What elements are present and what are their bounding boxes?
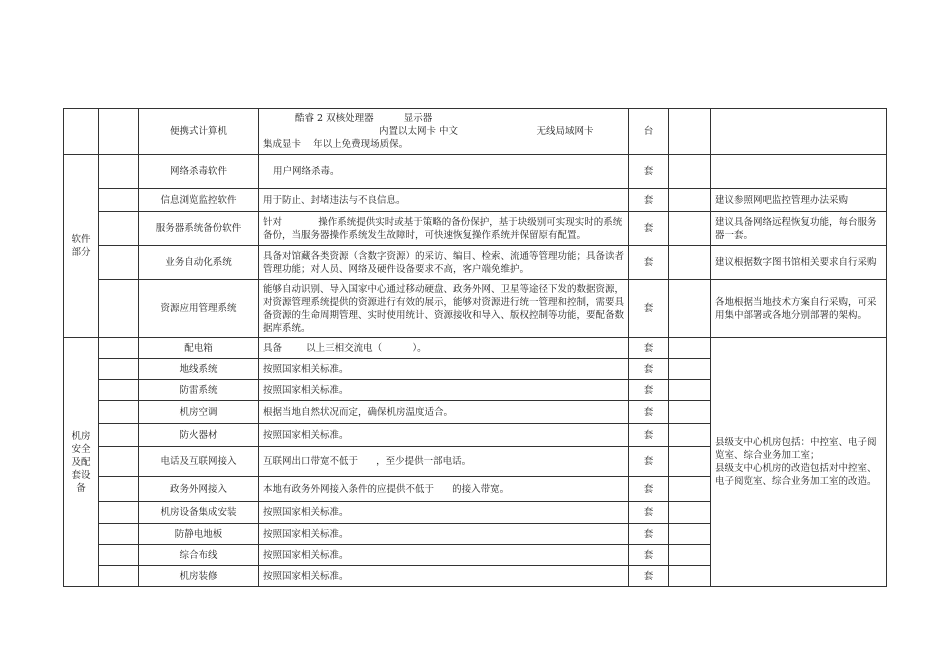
item-name: 配电箱 [139,338,259,359]
empty-cell [669,447,711,477]
item-unit: 套 [629,212,669,246]
item-desc: 根据当地自然状况而定，确保机房温度适合。 [259,401,629,424]
category-label: 及配 [71,456,91,468]
empty-cell [99,477,139,502]
empty-cell [99,359,139,380]
category-label: 安全 [71,443,91,455]
item-unit: 套 [629,502,669,524]
category-machine-room [64,338,99,587]
category-label: 备 [76,482,86,494]
item-unit: 台 [629,109,669,155]
empty-cell [669,524,711,545]
empty-cell [669,189,711,212]
empty-cell [99,447,139,477]
table-row [64,280,887,338]
item-name: 机房设备集成安装 [139,502,259,524]
table-row [64,246,887,280]
item-desc: 能够自动识别、导入国家中心通过移动硬盘、政务外网、卫星等途径下发的数据资源，对资源管理系统提供的资源进行有效的展示，能够对资源进行统一管理和控制，需要具备资源的生命周期管理、实时使用统计、资源接收和导入、版权控制等功能，要配备数据库系统。 [259,280,629,338]
category-software [64,155,99,338]
empty-cell [99,502,139,524]
category-label: 部分 [71,247,91,258]
item-unit: 套 [629,380,669,401]
empty-cell [669,359,711,380]
empty-cell [99,424,139,447]
category-label: 机房 [71,430,91,442]
item-name: 综合布线 [139,545,259,566]
empty-cell [99,380,139,401]
empty-cell [99,524,139,545]
item-unit: 套 [629,524,669,545]
item-name: 防火器材 [139,424,259,447]
item-desc: 具备对馆藏各类资源（含数字资源）的采访、编目、检索、流通等管理功能；具备读者管理功能；对人员、网络及硬件设备要求不高，客户端免维护。 [259,246,629,280]
item-desc: 按照国家相关标准。 [259,359,629,380]
empty-cell [669,155,711,189]
item-name: 便携式计算机 [139,109,259,155]
desc-line: 酷睿 2 双核处理器 显示器 [295,113,433,124]
table-row [64,212,887,246]
empty-cell [99,545,139,566]
item-desc: 互联网出口带宽不低于 ，至少提供一部电话。 [259,447,629,477]
empty-cell [99,189,139,212]
item-note: 各地根据当地技术方案自行采购，可采用集中部署或各地分别部署的架构。 [711,280,887,338]
empty-cell [64,109,99,155]
item-name: 电话及互联网接入 [139,447,259,477]
item-desc: 按照国家相关标准。 [259,524,629,545]
empty-cell [669,212,711,246]
item-unit: 套 [629,338,669,359]
equipment-spec-table [63,108,887,587]
empty-cell [669,545,711,566]
desc-line: 内置以太网卡 中文 无线局域网卡 [379,126,594,137]
empty-cell [669,280,711,338]
item-unit: 套 [629,401,669,424]
item-desc: 按照国家相关标准。 [259,380,629,401]
item-note: 建议具备网络远程恢复功能，每台服务器一套。 [711,212,887,246]
empty-cell [669,338,711,359]
table-row [64,189,887,212]
empty-cell [669,502,711,524]
item-name: 机房装修 [139,566,259,587]
empty-cell [669,380,711,401]
item-name: 机房空调 [139,401,259,424]
item-desc: 针对 操作系统提供实时或基于策略的备份保护，基于块级别可实现实时的系统备份，当服务器操作系统发生故障时，可快速恢复操作系统并保留原有配置。 [259,212,629,246]
empty-cell [99,109,139,155]
item-name: 防静电地板 [139,524,259,545]
empty-cell [99,280,139,338]
table-row [64,338,887,359]
table-row [64,155,887,189]
item-unit: 套 [629,280,669,338]
empty-cell [99,566,139,587]
empty-cell [99,246,139,280]
item-name: 服务器系统备份软件 [139,212,259,246]
item-note: 建议根据数字图书馆相关要求自行采购 [711,246,887,280]
item-name: 业务自动化系统 [139,246,259,280]
item-name: 政务外网接入 [139,477,259,502]
item-unit: 套 [629,477,669,502]
item-name: 网络杀毒软件 [139,155,259,189]
item-unit: 套 [629,447,669,477]
item-name: 防雷系统 [139,380,259,401]
empty-cell [669,401,711,424]
item-unit: 套 [629,545,669,566]
item-desc: 本地有政务外网接入条件的应提供不低于 的接入带宽。 [259,477,629,502]
category-label: 软件 [71,234,91,245]
item-unit: 套 [629,359,669,380]
item-desc: 具备 以上三相交流电（ ）。 [259,338,629,359]
empty-cell [99,155,139,189]
empty-cell [99,212,139,246]
desc-line: 集成显卡 年以上免费现场质保。 [263,139,409,150]
item-note [711,155,887,189]
item-desc: 按照国家相关标准。 [259,502,629,524]
item-unit: 套 [629,424,669,447]
empty-cell [99,338,139,359]
empty-cell [669,109,711,155]
empty-cell [711,109,887,155]
item-desc: 按照国家相关标准。 [259,545,629,566]
item-note: 建议参照网吧监控管理办法采购 [711,189,887,212]
item-desc: 按照国家相关标准。 [259,566,629,587]
empty-cell [669,477,711,502]
item-unit: 套 [629,566,669,587]
item-desc: 按照国家相关标准。 [259,424,629,447]
item-desc [259,109,629,155]
item-name: 信息浏览监控软件 [139,189,259,212]
empty-cell [669,246,711,280]
item-name: 地线系统 [139,359,259,380]
item-name: 资源应用管理系统 [139,280,259,338]
empty-cell [669,566,711,587]
item-desc: 用户网络杀毒。 [259,155,629,189]
table-row [64,109,887,155]
empty-cell [99,401,139,424]
item-unit: 套 [629,155,669,189]
item-unit: 套 [629,246,669,280]
item-desc: 用于防止、封堵违法与不良信息。 [259,189,629,212]
item-unit: 套 [629,189,669,212]
category-label: 套设 [71,469,91,481]
machine-room-note: 县级支中心机房包括：中控室、电子阅览室、综合业务加工室； 县级支中心机房的改造包括对中控室、电子阅览室、综合业务加工室的改造。 [711,338,887,587]
empty-cell [669,424,711,447]
